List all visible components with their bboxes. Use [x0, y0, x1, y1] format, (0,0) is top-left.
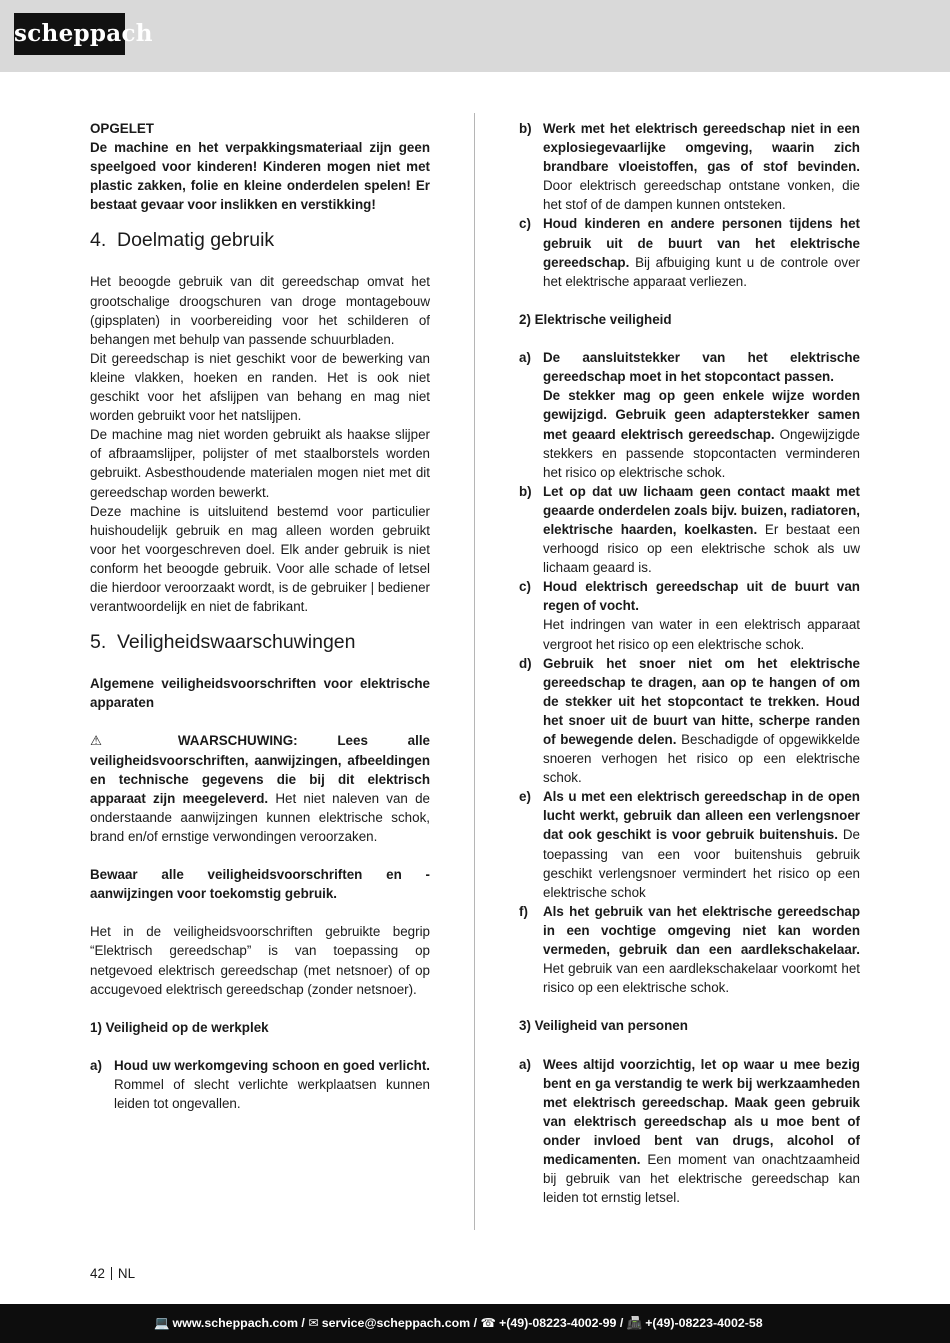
section-title: Doelmatig gebruik	[117, 229, 275, 252]
page-footer	[0, 1304, 950, 1343]
list-item-text: Ongewijzigde stekkers en passende stopcontacten verminderen het risico op elektrische schok.	[543, 426, 860, 480]
list-item-label: d)	[519, 655, 532, 671]
list-item	[519, 482, 860, 577]
keep-instructions-text: Bewaar alle veiligheidsvoorschriften en -aanwijzingen voor toekomstig gebruik.	[90, 867, 430, 902]
list-item	[519, 654, 860, 788]
warning-bold-text: WAARSCHUWING: Lees alle veiligheidsvoorschriften, aanwijzingen, afbeeldingen en technische gegevens die bij dit elektrisch apparaat zijn meegeleverd.	[90, 733, 430, 806]
column-divider	[474, 113, 475, 1230]
footer-phone	[481, 1316, 624, 1330]
page-number	[90, 1265, 135, 1283]
footer-website[interactable]	[154, 1316, 305, 1330]
list-item	[519, 214, 860, 290]
list-item	[519, 577, 860, 653]
list-item-bold: Houd elektrisch gereedschap uit de buurt van regen of vocht.	[543, 579, 860, 614]
footer-email[interactable]	[308, 1316, 477, 1330]
list-item-label: f)	[519, 903, 528, 919]
list-item-bold: Werk met het elektrisch gereedschap niet in een explosiegevaarlijke omgeving, waarin zich brandbare vloeistoffen, gas of stof bevinden.	[543, 121, 860, 175]
list-item-text: De toepassing van een voor buitenshuis gebruik geschikt verlengsnoer vermindert het risico op een elektrische schok	[543, 827, 860, 900]
list-item-label: a)	[90, 1058, 102, 1074]
warning-triangle-icon: ⚠	[90, 733, 139, 749]
warning-title: OPGELET	[90, 121, 154, 136]
section-number: 5.	[90, 631, 107, 654]
language-code: NL	[117, 1266, 136, 1281]
list-item-text: Er bestaat een verhoogd risico op een elektrische schok als uw lichaam geaard is.	[543, 521, 860, 576]
warning-text: De machine en het verpakkingsmateriaal zijn geen speelgoed voor kinderen! Kinderen mogen niet met plastic zakken, folie en kleine onderdelen spelen! Er bestaat gevaar voor inslikken en verstikking!	[90, 140, 430, 213]
list-item-text: Het indringen van water in een elektrisch apparaat vergroot het risico op een elektrische schok.	[543, 617, 860, 652]
list-item-bold: Gebruik het snoer niet om het elektrische gereedschap te dragen, aan op te hangen of om de stekker uit het stopcontact te trekken. Houd het snoer uit de buurt van hitte, scherpe randen of bewegende delen.	[543, 655, 860, 747]
website-link[interactable]: www.scheppach.com /	[172, 1316, 305, 1330]
list-item-label: a)	[519, 350, 531, 366]
computer-icon: 💻	[154, 1316, 170, 1330]
footer-fax	[627, 1316, 763, 1330]
subsection-heading: 1) Veiligheid op de werkplek	[90, 1019, 269, 1035]
section-5-heading	[90, 630, 430, 654]
brand-logo: scheppach	[14, 13, 125, 55]
section-title: Veiligheidswaarschuwingen	[117, 631, 356, 654]
list-item	[519, 119, 860, 214]
warning-paragraph	[90, 731, 430, 846]
list-item-label: c)	[519, 579, 531, 595]
right-column	[519, 119, 860, 1207]
list-item-text: Beschadigde of opgewikkelde snoeren verhogen het risico op een elektrische schok.	[543, 732, 860, 786]
list-item-text: Een moment van onachtzaamheid bij gebruik van het elektrische gereedschap kan leiden tot ernstig letsel.	[543, 1152, 860, 1206]
list-item	[519, 787, 860, 902]
list-item-bold: Wees altijd voorzichtig, let op waar u mee bezig bent en ga verstandig te werk bij werkzaamheden met elektrisch gereedschap. Maak geen gebruik van elektrisch gereedschap als u moe bent of onder invloed bent van drugs, alcohol of medicamenten.	[543, 1056, 860, 1168]
warning-body-text: Het niet naleven van de onderstaande aanwijzingen kunnen elektrische schok, brand en/of ernstige verwondingen veroorzaken.	[90, 790, 430, 844]
list-item-bold: Houd uw werkomgeving schoon en goed verlicht.	[114, 1058, 430, 1074]
list-item-label: a)	[519, 1056, 531, 1072]
list-item-bold: Houd kinderen en andere personen tijdens het gebruik uit de buurt van het elektrische gereedschap.	[543, 216, 860, 270]
left-column	[90, 119, 430, 1113]
mail-icon: ✉	[308, 1316, 319, 1330]
page-header	[0, 0, 950, 72]
phone-icon: ☎	[480, 1316, 496, 1330]
list-item-text: Het gebruik van een aardlekschakelaar voorkomt het risico op een elektrische schok.	[543, 961, 860, 996]
list-item-label: c)	[519, 216, 531, 232]
list-item-label: b)	[519, 483, 532, 499]
list-item-text: Bij afbuiging kunt u de controle over het elektrische apparaat verliezen.	[543, 254, 860, 289]
paragraph: Dit gereedschap is niet geschikt voor de bewerking van kleine vlakken, hoeken en randen. Het is ook niet geschikt voor het afslijpen van behang en mag niet worden gebruikt voor het natslijpen.	[90, 350, 430, 424]
email-link[interactable]: service@scheppach.com /	[321, 1316, 478, 1330]
subsection-heading: 2) Elektrische veiligheid	[519, 311, 672, 327]
section-number: 4.	[90, 229, 107, 252]
list-item-bold: De stekker mag op geen enkele wijze worden gewijzigd. Gebruik geen adapterstekker samen met geaard elektrisch gereedschap.	[543, 388, 860, 442]
list-item-text: Rommel of slecht verlichte werkplaatsen kunnen leiden tot ongevallen.	[114, 1077, 430, 1112]
paragraph: De machine mag niet worden gebruikt als haakse slijper of afbraamslijper, polijster of met staalborstels worden gebruikt. Asbesthoudende materialen mogen niet met dit gereedschap worden bewerkt.	[90, 427, 430, 500]
list-item	[90, 1056, 430, 1113]
paragraph: Deze machine is uitsluitend bestemd voor particulier huishoudelijk gebruik en mag alleen worden gebruikt voor het voorgeschreven doel. Elk ander gebruik is niet conform het beoogde gebruik. Voor alle schade of letsel die hierdoor veroorzaakt wordt, is de gebruiker | bediener verantwoordelijk en niet de fabrikant.	[90, 503, 430, 615]
list-item-bold: Als u met een elektrisch gereedschap in de open lucht werkt, gebruik dan alleen een verlengsnoer dat ook geschikt is voor gebruik buitenshuis.	[543, 789, 860, 843]
phone-number: +(49)-08223-4002-99 /	[498, 1316, 624, 1330]
list-item-label: b)	[519, 121, 532, 136]
section-4-heading	[90, 228, 430, 252]
list-item-label: e)	[519, 789, 531, 805]
list-item-bold: Let op dat uw lichaam geen contact maakt met geaarde onderdelen zoals bijv. buizen, radiatoren, elektrische haarden, koelkasten.	[543, 483, 860, 537]
subsection-heading: 3) Veiligheid van personen	[519, 1018, 688, 1034]
list-item	[519, 1055, 860, 1208]
list-item	[519, 348, 860, 482]
definition-paragraph: Het in de veiligheidsvoorschriften gebruikte begrip “Elektrisch gereedschap” is van toepassing op netgevoed elektrisch gereedschap (met netsnoer) of op accugevoed elektrisch gereedschap (zonder netsnoer).	[90, 924, 430, 997]
list-item-text: Door elektrisch gereedschap ontstane vonken, die het stof of de dampen kunnen ontsteken.	[543, 178, 860, 213]
page-number-value: 42	[90, 1266, 105, 1281]
list-item-bold: De aansluitstekker van het elektrische gereedschap moet in het stopcontact passen.	[543, 350, 860, 385]
fax-number: +(49)-08223-4002-58	[645, 1316, 763, 1330]
paragraph: Het beoogde gebruik van dit gereedschap omvat het grootschalige droogschuren van droge montagebouw (gipsplaten) in voorbereiding voor het schilderen of behangen met behulp van passende schuurbladen.	[90, 274, 430, 347]
list-item	[519, 902, 860, 997]
fax-icon: 📠	[626, 1316, 643, 1330]
list-item-bold: Als het gebruik van het elektrische gereedschap in een vochtige omgeving niet kan worden vermeden, gebruik dan een aardlekschakelaar.	[543, 903, 860, 958]
subsection-heading: Algemene veiligheidsvoorschriften voor elektrische apparaten	[90, 676, 430, 711]
